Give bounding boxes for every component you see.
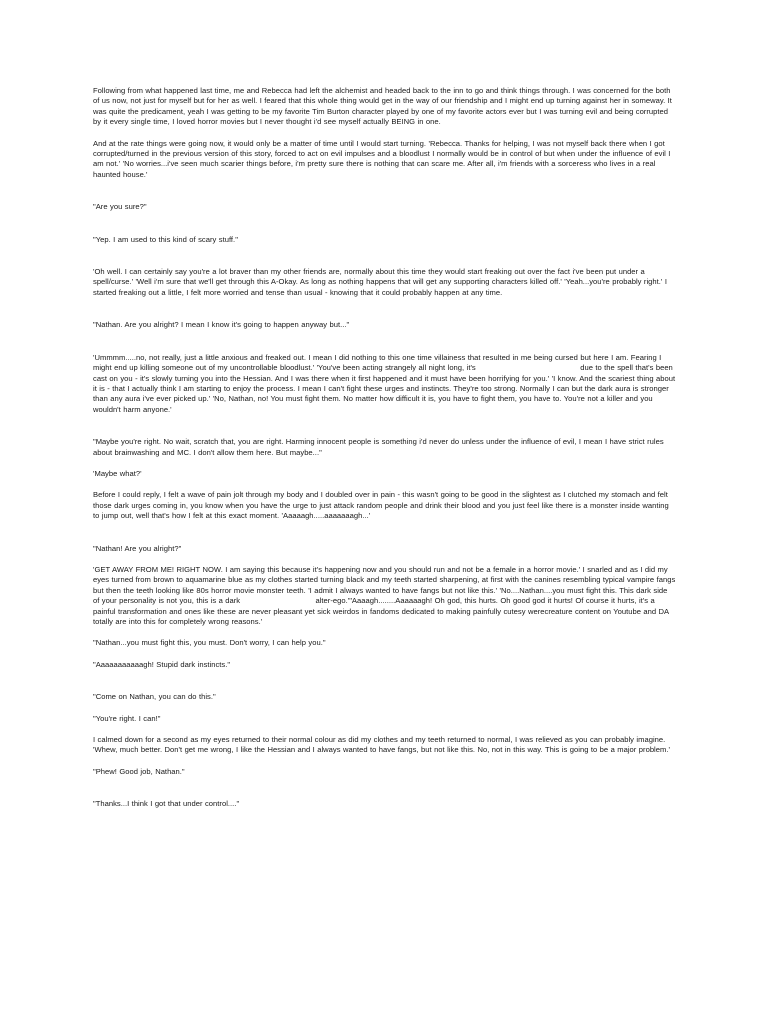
document-body: [93, 86, 676, 810]
paragraph: "Nathan. Are you alright? I mean I know it's going to happen anyway but...": [93, 320, 350, 330]
paragraph: Following from what happened last time, me and Rebecca had left the alchemist and headed back to the inn to go and think things through. I was concerned for the both of us now, not just for myself but for her as well. I feared that this whole thing would get in the way of our friendship and I might end up turning against her in someway. It was quite the predicament, yeah I was getting to be my favorite Tim Burton character played by one of my favorite actors ever but I was turning evil and being corrupted by it every single time, I loved horror movies but I never thought i'd see myself actually BEING in one.: [93, 86, 672, 127]
paragraph: And at the rate things were going now, it would only be a matter of time until I would start turning. 'Rebecca. Thanks for helping, I was not myself back there when I got corrupted/turned in the previous version of this story, forced to act on evil impulses and a bloodlust I normally would be in control of but when under the influence of evil I am not.' 'No worries...i've seen much scarier things before, i'm pretty sure there is nothing that can scare me. After all, i'm friends with a sorceress who lives in a real haunted house.': [93, 138, 671, 179]
paragraph: 'Maybe what?': [93, 468, 142, 478]
paragraph: "You're right. I can!": [93, 713, 161, 723]
paragraph: 'Oh well. I can certainly say you're a lot braver than my other friends are, normally about this time they would start freaking out over the fact i've been put under a spell/curse.' 'Well i'm sure that we'll get through this A-Okay. As long as nothing happens that will get any supporting characters killed off.' 'Yeah...you're probably right.' I started freaking out a little, I felt more worried and tense than usual - knowing that it could probably happen at any time.: [93, 267, 667, 297]
paragraph: 'Ummmm.....no, not really, just a little anxious and freaked out. I mean I did nothing to this one time villainess that resulted in me being cursed but here I am. Fearing I might end up killing someone out of my uncontrollable bloodlust.' 'You've been acting strangely all night long, it's due to the spell that's been cast on you - it's slowly turning you into the Hessian. And I was there when it first happened and it must have been horrifying for you.' 'I know. And the scariest thing about it is - that I actually think I am starting to enjoy the process. I mean I can't fight these urges and instincts. They're too strong. Normally I can but the dark aura is stronger than any aura i've ever picked up.' 'No, Nathan, no! You must fight them. No matter how difficult it is, you have to fight them, you have to. You're not a killer and you wouldn't harm anyone.': [93, 352, 676, 414]
paragraph: "Thanks...I think I got that under control....": [93, 799, 240, 809]
paragraph: "Phew! Good job, Nathan.": [93, 766, 185, 776]
paragraph: "Yep. I am used to this kind of scary stuff.": [93, 234, 238, 244]
paragraph: "Maybe you're right. No wait, scratch that, you are right. Harming innocent people is something i'd never do unless under the influence of evil, I mean I have strict rules about brainwashing and MC. I don't allow them here. But maybe...": [93, 437, 664, 457]
paragraph: "Nathan! Are you alright?": [93, 543, 182, 553]
paragraph: "Are you sure?": [93, 202, 147, 212]
paragraph: "Come on Nathan, you can do this.": [93, 692, 216, 702]
paragraph: "Aaaaaaaaaaagh! Stupid dark instincts.": [93, 659, 231, 669]
paragraph: 'GET AWAY FROM ME! RIGHT NOW. I am saying this because it's happening now and you should run and not be a female in a horror movie.' I snarled and as I did my eyes turned from brown to aquamarine blue as my clothes started turning black and my teeth started sharpening, at first with the canines resembling typical vampire fangs but then the teeth looking like 80s horror movie monster teeth. 'I admit I always wanted to have fangs but not like this.' 'No....Nathan....you must fight this. This dark side of your personality is not you, this is a dark alter-ego.'"Aaaagh........Aaaaaagh! Oh god, this hurts. Oh good god it hurts! Of course it hurts, it's a painful transformation and ones like these are never pleasant yet sick weirdos in fandoms dedicated to making painfully cutesy werecreature content on Youtube and DA totally are into this for completely wrong reasons.': [93, 564, 676, 626]
paragraph: Before I could reply, I felt a wave of pain jolt through my body and I doubled over in pain - this wasn't going to be good in the slightest as I clutched my stomach and felt those dark urges coming in, you know when you have the urge to just attack random people and drink their blood and you just feel like there is a monster inside wanting to jump out, well that's how I felt at this exact moment. 'Aaaaagh.....aaaaaaagh...': [93, 490, 669, 521]
paragraph: I calmed down for a second as my eyes returned to their normal colour as did my clothes and my teeth returned to normal, I was relieved as you can probably imagine. 'Whew, much better. Don't get me wrong, I like the Hessian and I always wanted to have fangs, but not like this. No, not in this way. This is going to be a major problem.': [93, 735, 670, 755]
paragraph: "Nathan...you must fight this, you must. Don't worry, I can help you.": [93, 638, 326, 648]
